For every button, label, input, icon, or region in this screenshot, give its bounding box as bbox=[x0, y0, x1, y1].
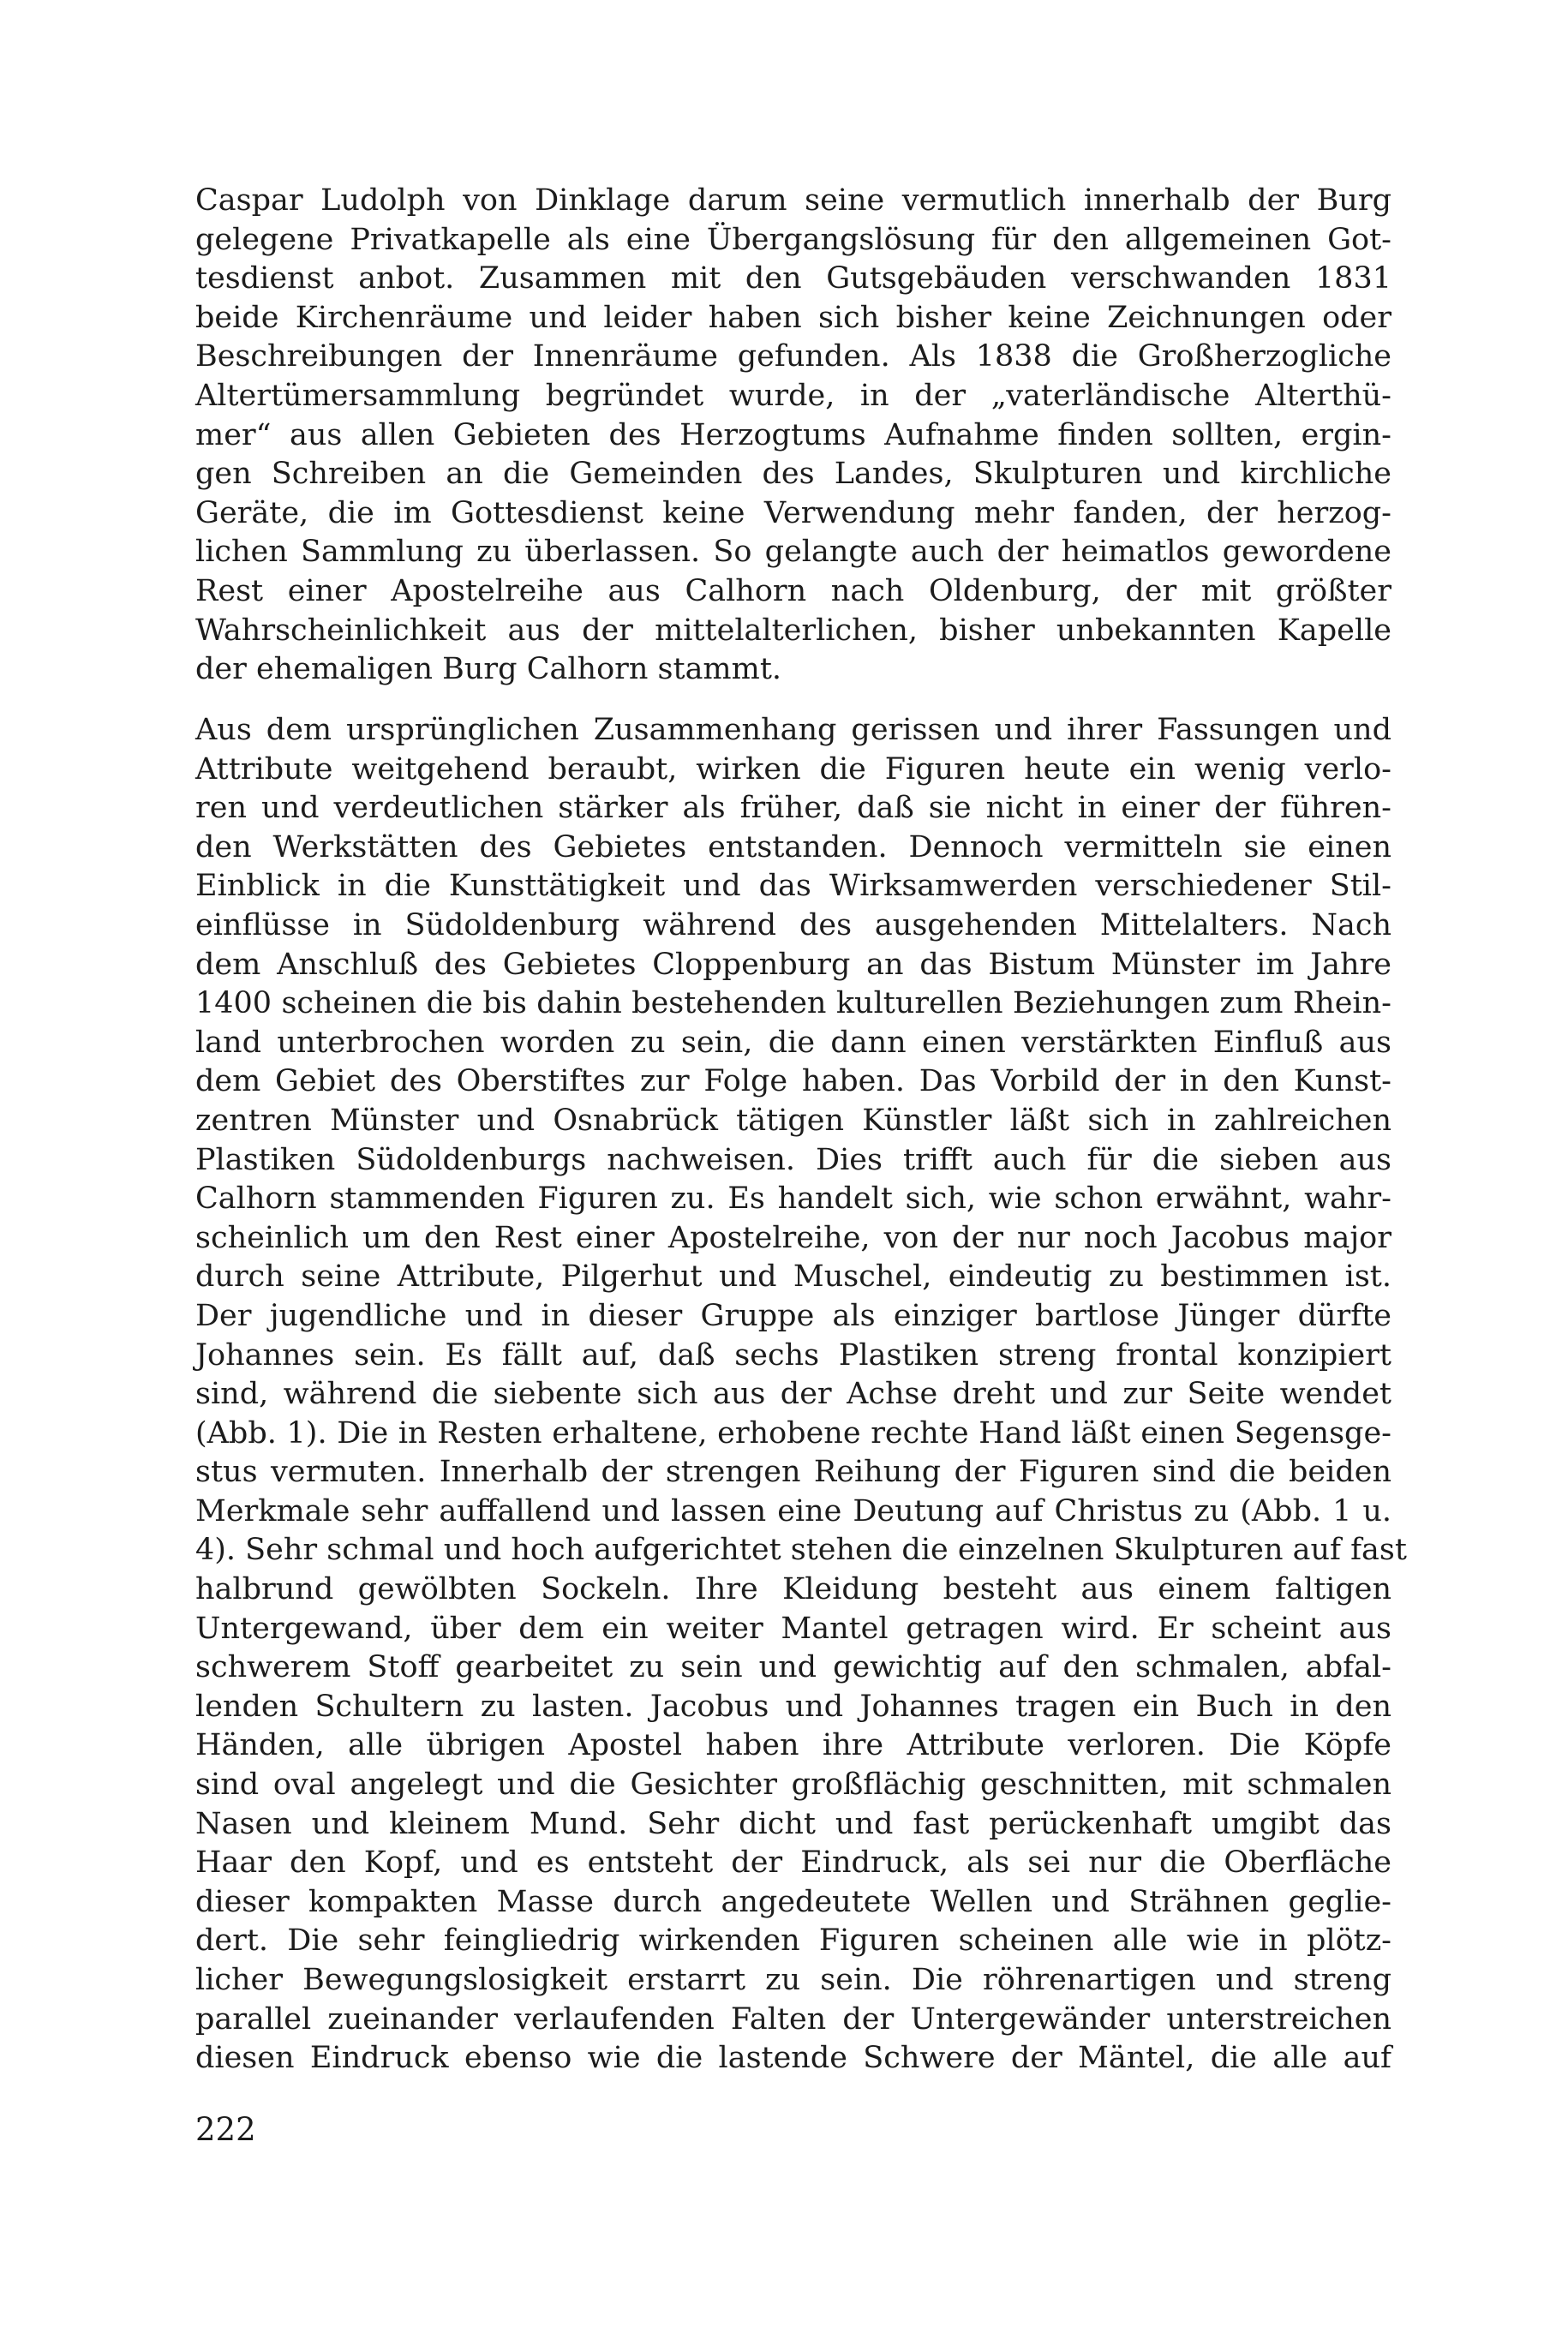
text-line: Attribute weitgehend beraubt, wirken die Figuren heute ein wenig verlo- bbox=[195, 751, 1391, 787]
text-line: Haar den Kopf, und es entsteht der Eindruck, als sei nur die Oberfläche bbox=[195, 1845, 1391, 1881]
text-line: einflüsse in Südoldenburg während des ausgehenden Mittelalters. Nach bbox=[195, 907, 1391, 942]
text-line: Aus dem ursprünglichen Zusammenhang gerissen und ihrer Fassungen und bbox=[195, 713, 1391, 747]
text-line: dem Anschluß des Gebietes Cloppenburg an das Bistum Münster im Jahre bbox=[195, 947, 1391, 982]
text-line: Untergewand, über dem ein weiter Mantel getragen wird. Er scheint aus bbox=[195, 1611, 1391, 1646]
text-line: diesen Eindruck ebenso wie die lastende Schwere der Mäntel, die alle auf bbox=[195, 2041, 1391, 2076]
text-line: Altertümersammlung begründet wurde, in der „vaterländische Alterthü- bbox=[195, 378, 1391, 413]
text-line: tesdienst anbot. Zusammen mit den Gutsgebäuden verschwanden 1831 bbox=[195, 261, 1391, 296]
text-line: Wahrscheinlichkeit aus der mittelalterlichen, bisher unbekannten Kapelle bbox=[195, 613, 1391, 648]
text-line: gen Schreiben an die Gemeinden des Landes, Skulpturen und kirchliche bbox=[195, 457, 1391, 492]
text-line: (Abb. 1). Die in Resten erhaltene, erhobene rechte Hand läßt einen Segensge- bbox=[195, 1415, 1391, 1451]
text-line: stus vermuten. Innerhalb der strengen Reihung der Figuren sind die beiden bbox=[195, 1455, 1391, 1490]
text-line: ren und verdeutlichen stärker als früher, daß sie nicht in einer der führen- bbox=[195, 791, 1391, 826]
text-line: der ehemaligen Burg Calhorn stammt. bbox=[195, 652, 782, 687]
text-line: Einblick in die Kunsttätigkeit und das Wirksamwerden verschiedener Stil- bbox=[195, 869, 1391, 904]
text-line: 4). Sehr schmal und hoch aufgerichtet stehen die einzelnen Skulpturen auf fast bbox=[195, 1533, 1407, 1568]
text-line: Merkmale sehr auffallend und lassen eine Deutung auf Christus zu (Abb. 1 u. bbox=[195, 1493, 1391, 1528]
text-line: Plastiken Südoldenburgs nachweisen. Dies trifft auch für die sieben aus bbox=[195, 1142, 1391, 1177]
text-line: Händen, alle übrigen Apostel haben ihre Attribute verloren. Die Köpfe bbox=[195, 1728, 1391, 1763]
text-line: Calhorn stammenden Figuren zu. Es handelt sich, wie schon erwähnt, wahr- bbox=[195, 1181, 1391, 1217]
text-line: halbrund gewölbten Sockeln. Ihre Kleidung besteht aus einem faltigen bbox=[195, 1572, 1391, 1607]
text-line: 1400 scheinen die bis dahin bestehenden kulturellen Beziehungen zum Rhein- bbox=[195, 986, 1391, 1021]
text-line: dem Gebiet des Oberstiftes zur Folge haben. Das Vorbild der in den Kunst- bbox=[195, 1064, 1391, 1099]
text-line: dert. Die sehr feingliedrig wirkenden Figuren scheinen alle wie in plötz- bbox=[195, 1923, 1391, 1959]
text-line: Nasen und kleinem Mund. Sehr dicht und fast perückenhaft umgibt das bbox=[195, 1806, 1391, 1841]
page-number: 222 bbox=[195, 2111, 256, 2148]
text-line: Johannes sein. Es fällt auf, daß sechs Plastiken streng frontal konzipiert bbox=[195, 1337, 1391, 1373]
text-line: sind, während die siebente sich aus der Achse dreht und zur Seite wendet bbox=[195, 1377, 1391, 1412]
text-line: gelegene Privatkapelle als eine Übergangslösung für den allgemeinen Got- bbox=[195, 222, 1391, 257]
text-line: sind oval angelegt und die Gesichter großflächig geschnitten, mit schmalen bbox=[195, 1768, 1391, 1803]
text-line: durch seine Attribute, Pilgerhut und Muschel, eindeutig zu bestimmen ist. bbox=[195, 1259, 1391, 1295]
text-line: dieser kompakten Masse durch angedeutete Wellen und Strähnen geglie- bbox=[195, 1884, 1391, 1919]
text-line: lichen Sammlung zu überlassen. So gelangte auch der heimatlos gewordene bbox=[195, 535, 1391, 570]
text-line: schwerem Stoff gearbeitet zu sein und gewichtig auf den schmalen, abfal- bbox=[195, 1650, 1391, 1685]
text-line: Rest einer Apostelreihe aus Calhorn nach Oldenburg, der mit größter bbox=[195, 573, 1391, 608]
text-line: beide Kirchenräume und leider haben sich bisher keine Zeichnungen oder bbox=[195, 300, 1391, 335]
paragraph-2 bbox=[195, 711, 1407, 2079]
text-line: licher Bewegungslosigkeit erstarrt zu sein. Die röhrenartigen und streng bbox=[195, 1963, 1391, 1997]
text-line: Der jugendliche und in dieser Gruppe als einziger bartlose Jünger dürfte bbox=[195, 1298, 1391, 1333]
text-line: scheinlich um den Rest einer Apostelreihe, von der nur noch Jacobus major bbox=[195, 1220, 1391, 1255]
text-line: Geräte, die im Gottesdienst keine Verwendung mehr fanden, der herzog- bbox=[195, 495, 1391, 530]
text-line: parallel zueinander verlaufenden Falten der Untergewänder unterstreichen bbox=[195, 2001, 1391, 2037]
text-line: den Werkstätten des Gebietes entstanden. Dennoch vermitteln sie einen bbox=[195, 829, 1391, 864]
text-line: Caspar Ludolph von Dinklage darum seine vermutlich innerhalb der Burg bbox=[195, 183, 1391, 218]
text-line: mer“ aus allen Gebieten des Herzogtums Aufnahme finden sollten, ergin- bbox=[195, 417, 1391, 452]
text-line: lenden Schultern zu lasten. Jacobus und Johannes tragen ein Buch in den bbox=[195, 1689, 1391, 1724]
text-line: land unterbrochen worden zu sein, die dann einen verstärkten Einfluß aus bbox=[195, 1025, 1391, 1060]
paragraph-1 bbox=[195, 182, 1391, 690]
text-line: Beschreibungen der Innenräume gefunden. Als 1838 die Großherzogliche bbox=[195, 339, 1391, 374]
text-line: zentren Münster und Osnabrück tätigen Künstler läßt sich in zahlreichen bbox=[195, 1103, 1391, 1138]
